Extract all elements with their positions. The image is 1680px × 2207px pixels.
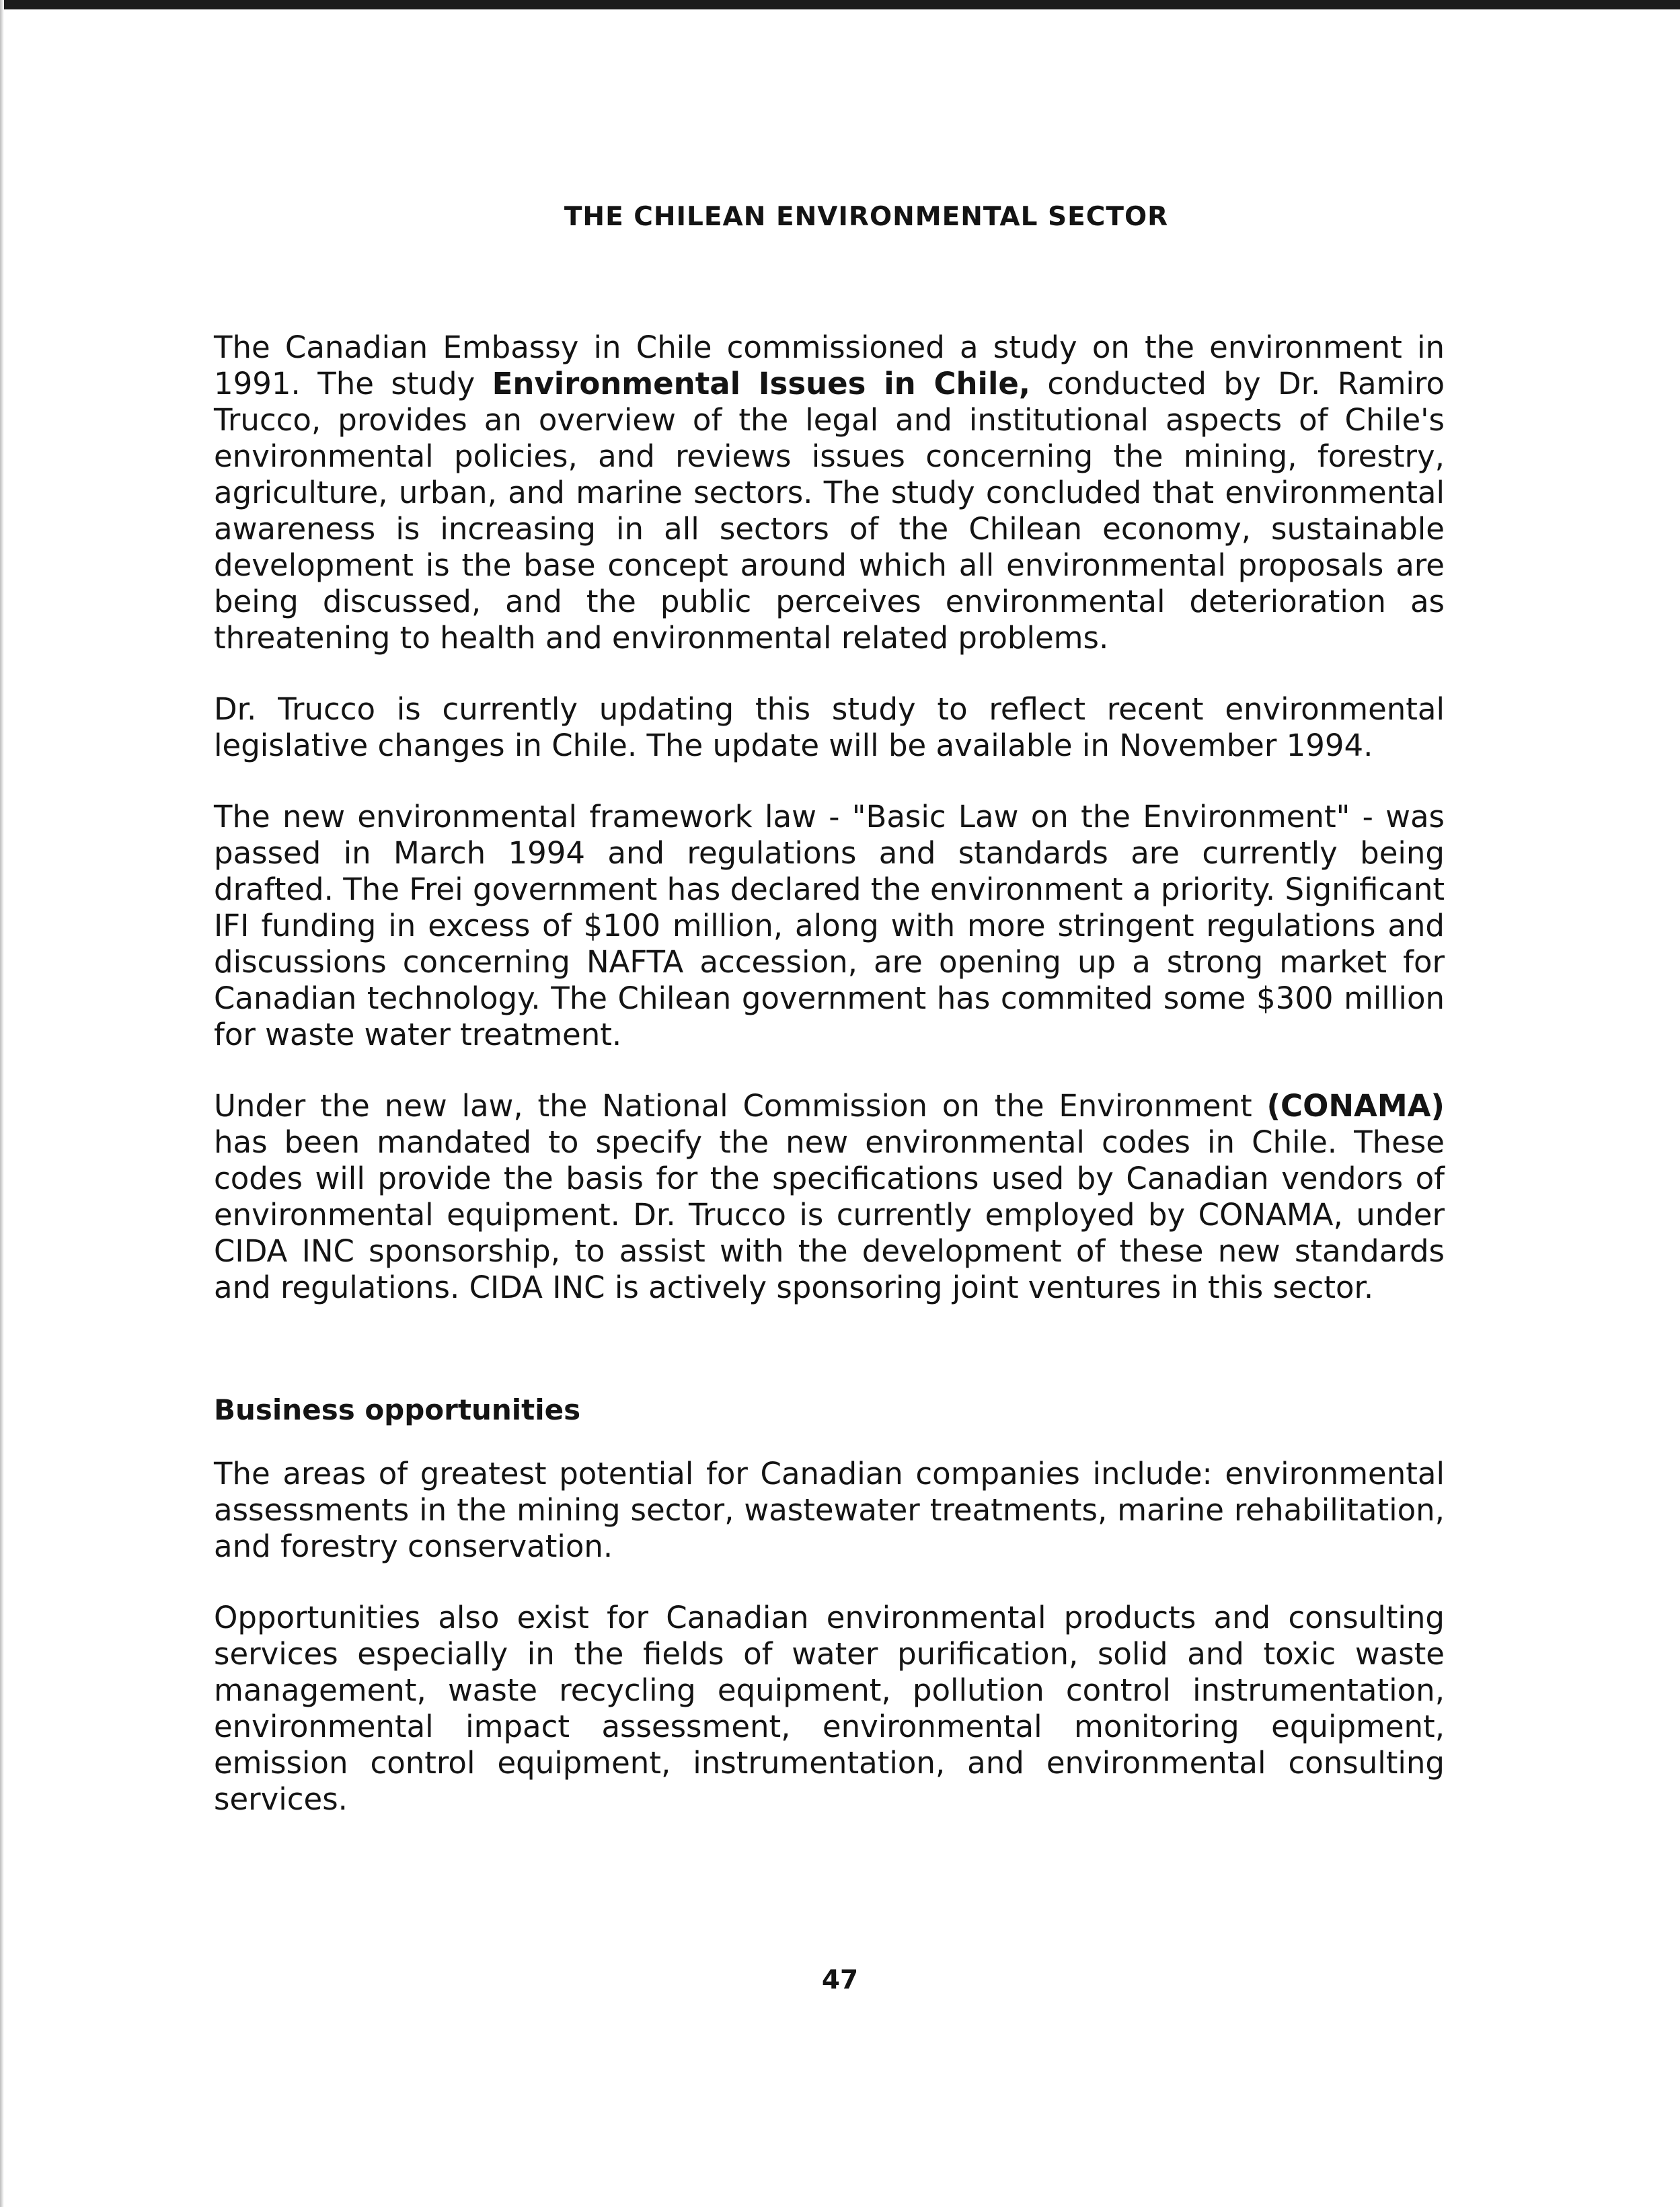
paragraph-other-opportunities: Opportunities also exist for Canadian environmental products and consulting services especially in the fields of water purification, solid and toxic waste management, waste recycling equipment, pollution control instrumentation, environmental impact assessment, environmental monitoring equipment, emission control equipment, instrumentation, and environmental consulting services. [214, 1600, 1445, 1817]
conama-bold: (CONAMA) [1266, 1088, 1445, 1124]
paragraph-framework-law: The new environmental framework law - "Basic Law on the Environment" - was passed in March 1994 and regulations and standards are currently being drafted. The Frei government has declared the environment a priority. Significant IFI funding in excess of $100 million, along with more stringent regulations and discussions concerning NAFTA accession, are opening up a strong market for Canadian technology. The Chilean government has commited some $300 million for waste water treatment. [214, 799, 1445, 1052]
section-heading-business-opportunities: Business opportunities [214, 1393, 581, 1426]
paragraph-greatest-potential: The areas of greatest potential for Canadian companies include: environmental assessments in the mining sector, wastewater treatments, marine rehabilitation, and forestry conservation. [214, 1456, 1445, 1564]
scan-top-edge [0, 0, 1680, 9]
page-title: THE CHILEAN ENVIRONMENTAL SECTOR [564, 202, 1169, 232]
study-title-bold: Environmental Issues in Chile, [492, 366, 1031, 401]
paragraph-conama [214, 1088, 1445, 1306]
paragraph-study-overview-text-a: The Canadian Embassy in Chile commissioned a study on the environment in 1991. The study [214, 330, 1445, 401]
page-content [214, 202, 1445, 1853]
paragraph-conama-text-b: has been mandated to specify the new environmental codes in Chile. These codes will provide the basis for the specifications used by Canadian vendors of environmental equipment. Dr. Trucco is currently employed by CONAMA, under CIDA INC sponsorship, to assist with the development of these new standards and regulations. CIDA INC is actively sponsoring joint ventures in this sector. [214, 1124, 1445, 1305]
paragraph-study-update: Dr. Trucco is currently updating this study to reflect recent environmental legislative changes in Chile. The update will be available in November 1994. [214, 691, 1445, 763]
paragraph-study-overview-text-b: conducted by Dr. Ramiro Trucco, provides an overview of the legal and institutional aspects of Chile's environmental policies, and reviews issues concerning the mining, forestry, agriculture, urban, and marine sectors. The study concluded that environmental awareness is increasing in all sectors of the Chilean economy, sustainable development is the base concept around which all environmental proposals are being discussed, and the public perceives environmental deterioration as threatening to health and environmental related problems. [214, 366, 1445, 656]
page-number: 47 [821, 1965, 859, 1995]
paragraph-conama-text-a: Under the new law, the National Commission on the Environment [214, 1088, 1267, 1124]
paragraph-study-overview [214, 330, 1445, 656]
scan-left-edge [0, 0, 4, 2207]
